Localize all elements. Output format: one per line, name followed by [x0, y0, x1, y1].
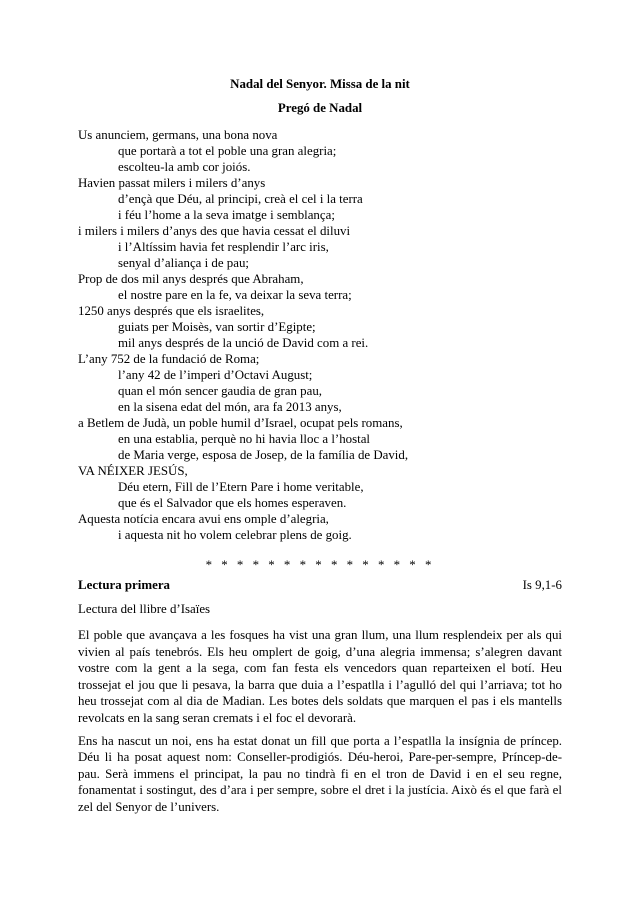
reading-header: [78, 577, 562, 593]
verse-line: L’any 752 de la fundació de Roma;: [78, 352, 260, 366]
verse-line: i milers i milers d’anys des que havia cessat el diluvi: [78, 224, 351, 238]
verse-line: i féu l’home a la seva imatge i semblança;: [118, 208, 335, 222]
verse-line: que portarà a tot el poble una gran alegria;: [118, 144, 337, 158]
verse-line: el nostre pare en la fe, va deixar la seva terra;: [118, 288, 352, 302]
reading-heading: Lectura primera: [78, 578, 170, 592]
reading-reference: Is 9,1-6: [522, 578, 562, 592]
verse-line: Déu etern, Fill de l’Etern Pare i home veritable,: [118, 480, 364, 494]
verse-line: mil anys després de la unció de David com a rei.: [118, 336, 369, 350]
reading-paragraph: El poble que avançava a les fosques ha vist una gran llum, una llum resplendeix per als qui vivien al país tenebrós. Els heu omplert de goig, d’una alegria immensa; s’alegren davant vostre com la gent a la sega, com fan festa els vencedors quan reparteixen el botí. Heu trossejat el jou que li pesava, la barra que duia a l’espatlla i l’agulló del qui l’arriava; tot ho heu trossejat com al dia de Madian. Les botes dels soldats que marquen el pas i els mantells revolcats en la sang seran cremats i el foc el devorarà.: [78, 628, 562, 725]
verse-line: de Maria verge, esposa de Josep, de la família de David,: [118, 448, 409, 462]
verse-line: que és el Salvador que els homes esperaven.: [118, 496, 347, 510]
section-separator: * * * * * * * * * * * * * * *: [205, 558, 435, 572]
reading-source-line: Lectura del llibre d’Isaïes: [78, 602, 211, 616]
verse-line: en una establia, perquè no hi havia lloc a l’hostal: [118, 432, 370, 446]
verse-line: i l’Altíssim havia fet resplendir l’arc iris,: [118, 240, 329, 254]
prego-text: [78, 127, 562, 543]
verse-line: quan el món sencer gaudia de gran pau,: [118, 384, 323, 398]
verse-line: guiats per Moisès, van sortir d’Egipte;: [118, 320, 316, 334]
verse-line: VA NÉIXER JESÚS,: [78, 464, 188, 478]
verse-line: escolteu-la amb cor joiós.: [118, 160, 251, 174]
verse-line: i aquesta nit ho volem celebrar plens de goig.: [118, 528, 352, 542]
document-title: Nadal del Senyor. Missa de la nit: [230, 77, 410, 91]
reading-paragraph: Ens ha nascut un noi, ens ha estat donat un fill que porta a l’espatlla la insígnia de príncep. Déu li ha posat aquest nom: Conseller-prodigiós. Déu-heroi, Pare-per-sempre, Príncep-de-pau. Serà immens el principat, la pau no tindrà fi en el tron de David i en el seu regne, fonamentat i sostingut, des d’ara i per sempre, sobre el dret i la justícia. Això és el que farà el zel del Senyor de l’univers.: [78, 733, 562, 814]
verse-line: l’any 42 de l’imperi d’Octavi August;: [118, 368, 313, 382]
verse-line: Havien passat milers i milers d’anys: [78, 176, 266, 190]
verse-line: Us anunciem, germans, una bona nova: [78, 128, 278, 142]
verse-line: senyal d’aliança i de pau;: [118, 256, 249, 270]
verse-line: a Betlem de Judà, un poble humil d’Israel, ocupat pels romans,: [78, 416, 403, 430]
document-subtitle: Pregó de Nadal: [277, 101, 363, 115]
verse-line: Prop de dos mil anys després que Abraham,: [78, 272, 304, 286]
verse-line: 1250 anys després que els israelites,: [78, 304, 265, 318]
reading-paragraphs: [78, 627, 562, 816]
verse-line: en la sisena edat del món, ara fa 2013 anys,: [118, 400, 342, 414]
verse-line: Aquesta notícia encara avui ens omple d’alegria,: [78, 512, 329, 526]
verse-line: d’ençà que Déu, al principi, creà el cel i la terra: [118, 192, 363, 206]
